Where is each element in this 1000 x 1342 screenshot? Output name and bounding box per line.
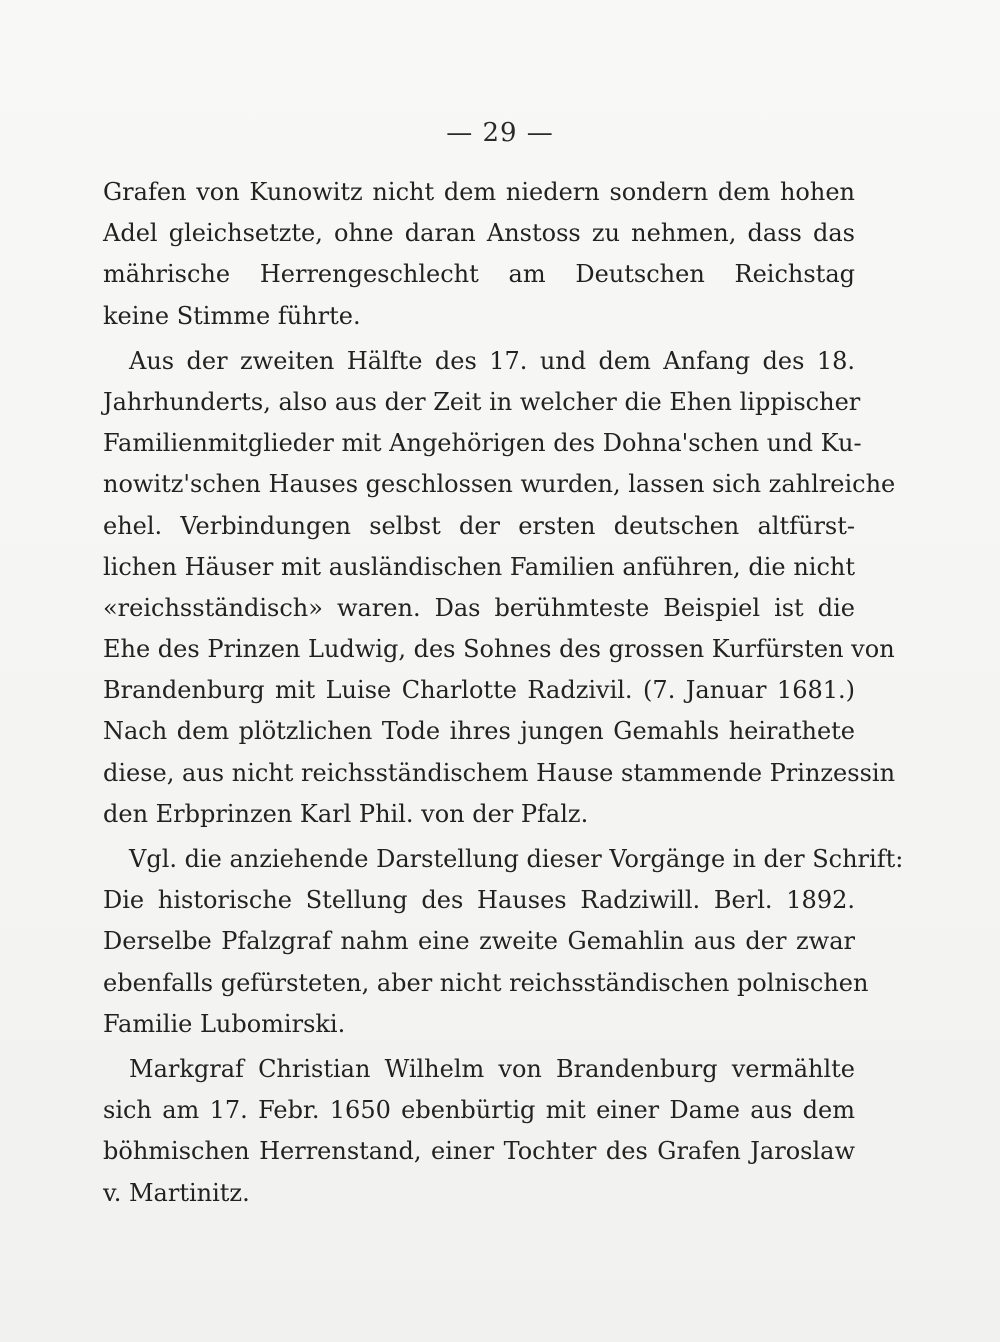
text-line: diese, aus nicht reichsständischem Hause stammende Prinzessin: [103, 758, 896, 787]
text-line: Vgl. die anziehende Darstellung dieser Vorgänge in der Schrift:: [129, 845, 904, 873]
text-line: Aus der zweiten Hälfte des 17. und dem Anfang des 18.: [129, 346, 855, 375]
paragraph-3: [103, 839, 904, 1045]
text-line: keine Stimme führte.: [103, 301, 361, 330]
text-line: Adel gleichsetzte, ohne daran Anstoss zu nehmen, dass das: [103, 219, 855, 248]
page-number: — 29 —: [446, 118, 554, 148]
text-line: Nach dem plötzlichen Tode ihres jungen Gemahls heirathete: [103, 717, 855, 746]
text-line: sich am 17. Febr. 1650 ebenbürtig mit einer Dame aus dem: [103, 1096, 855, 1125]
body-text: [103, 172, 904, 1214]
text-line: Markgraf Christian Wilhelm von Brandenburg vermählte: [129, 1054, 855, 1083]
text-line: Grafen von Kunowitz nicht dem niedern sondern dem hohen: [103, 178, 855, 206]
paragraph-4: [103, 1049, 855, 1214]
text-line: ehel. Verbindungen selbst der ersten deutschen altfürst-: [103, 511, 855, 540]
text-line: nowitz'schen Hauses geschlossen wurden, lassen sich zahlreiche: [103, 470, 896, 499]
text-line: Jahrhunderts, also aus der Zeit in welcher die Ehen lippischer: [103, 387, 861, 416]
text-line: mährische Herrengeschlecht am Deutschen Reichstag: [103, 260, 855, 289]
text-line: ebenfalls gefürsteten, aber nicht reichsständischen polnischen: [103, 968, 869, 997]
text-line: v. Martinitz.: [103, 1178, 250, 1207]
text-line: böhmischen Herrenstand, einer Tochter des Grafen Jaroslaw: [103, 1137, 855, 1166]
paragraph-1: [103, 172, 855, 337]
text-line: Derselbe Pfalzgraf nahm eine zweite Gemahlin aus der zwar: [103, 927, 855, 956]
text-line: Familie Lubomirski.: [103, 1009, 346, 1038]
text-line: Brandenburg mit Luise Charlotte Radzivil. (7. Januar 1681.): [103, 676, 855, 705]
text-line: «reichsständisch» waren. Das berühmteste Beispiel ist die: [103, 593, 855, 622]
text-line: Familienmitglieder mit Angehörigen des Dohna'schen und Ku-: [103, 429, 862, 458]
text-line: den Erbprinzen Karl Phil. von der Pfalz.: [103, 799, 589, 828]
text-line: Die historische Stellung des Hauses Radziwill. Berl. 1892.: [103, 886, 855, 915]
paragraph-2: [103, 341, 896, 835]
text-line: Ehe des Prinzen Ludwig, des Sohnes des grossen Kurfürsten von: [103, 635, 895, 664]
text-line: lichen Häuser mit ausländischen Familien anführen, die nicht: [103, 552, 855, 581]
